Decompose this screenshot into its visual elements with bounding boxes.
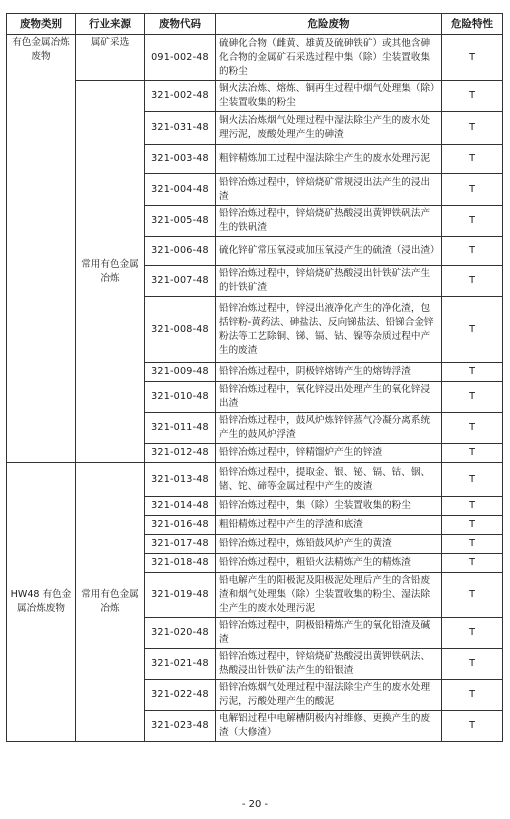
- hazard-property-cell: T: [442, 363, 503, 382]
- waste-code-cell: 321-003-48: [145, 145, 216, 174]
- waste-code-cell: 091-002-48: [145, 35, 216, 81]
- hazard-property-cell: T: [442, 444, 503, 463]
- waste-description-cell: 铅电解产生的阳极泥及阳极泥处理后产生的含铅废渣和烟气处理集（除）尘装置收集的粉尘、湿法除尘产生的废水处理污泥: [216, 573, 442, 618]
- hazard-property-cell: T: [442, 112, 503, 145]
- table-row: [7, 463, 503, 497]
- waste-code-cell: 321-013-48: [145, 463, 216, 497]
- header-waste: 危险废物: [216, 14, 442, 35]
- waste-code-cell: 321-012-48: [145, 444, 216, 463]
- hazard-property-cell: T: [442, 573, 503, 618]
- waste-code-cell: 321-020-48: [145, 618, 216, 649]
- hazard-property-cell: T: [442, 463, 503, 497]
- waste-code-cell: 321-009-48: [145, 363, 216, 382]
- header-row: [7, 14, 503, 35]
- waste-description-cell: 铅锌冶炼烟气处理过程中湿法除尘产生的废水处理污泥，污酸处理产生的酸泥: [216, 680, 442, 711]
- waste-description-cell: 粗铅精炼过程中产生的浮渣和底渣: [216, 516, 442, 535]
- waste-description-cell: 铜火法冶炼烟气处理过程中湿法除尘产生的废水处理污泥，废酸处理产生的砷渣: [216, 112, 442, 145]
- waste-code-cell: 321-016-48: [145, 516, 216, 535]
- waste-description-cell: 铅锌冶炼过程中，阴极锌熔铸产生的熔铸浮渣: [216, 363, 442, 382]
- waste-description-cell: 铜火法冶炼、熔炼、铜再生过程中烟气处理集（除）尘装置收集的粉尘: [216, 81, 442, 112]
- waste-category-cell: 有色金属冶炼废物: [7, 35, 76, 463]
- waste-code-cell: 321-017-48: [145, 535, 216, 554]
- waste-description-cell: 铅锌冶炼过程中，锌焙烧矿热酸浸出黄钾铁矾法产生的铁矾渣: [216, 206, 442, 237]
- table-row: [7, 35, 503, 81]
- waste-description-cell: 硫砷化合物（雌黄、雄黄及硫砷铁矿）或其他含砷化合物的金属矿石采选过程中集（除）尘装置收集的粉尘: [216, 35, 442, 81]
- waste-description-cell: 铅锌冶炼过程中，氧化锌浸出处理产生的氧化锌浸出渣: [216, 382, 442, 413]
- waste-code-cell: 321-031-48: [145, 112, 216, 145]
- waste-code-cell: 321-006-48: [145, 237, 216, 266]
- hazardous-waste-table: [6, 13, 503, 742]
- hazard-property-cell: T: [442, 649, 503, 680]
- header-industry: 行业来源: [76, 14, 145, 35]
- waste-code-cell: 321-010-48: [145, 382, 216, 413]
- waste-code-cell: 321-019-48: [145, 573, 216, 618]
- hazard-property-cell: T: [442, 206, 503, 237]
- hazard-property-cell: T: [442, 516, 503, 535]
- waste-description-cell: 电解铝过程中电解槽阴极内衬维修、更换产生的废渣（大修渣）: [216, 711, 442, 742]
- waste-code-cell: 321-021-48: [145, 649, 216, 680]
- hazard-property-cell: T: [442, 35, 503, 81]
- industry-source-cell: 属矿采选: [76, 35, 145, 81]
- waste-description-cell: 硫化锌矿常压氧浸或加压氧浸产生的硫渣（浸出渣）: [216, 237, 442, 266]
- waste-code-cell: 321-008-48: [145, 297, 216, 363]
- hazard-property-cell: T: [442, 554, 503, 573]
- table-body: [7, 35, 503, 742]
- waste-code-cell: 321-007-48: [145, 266, 216, 297]
- waste-description-cell: 铅锌冶炼过程中，锌焙烧矿常规浸出法产生的浸出渣: [216, 174, 442, 206]
- hazard-property-cell: T: [442, 382, 503, 413]
- hazard-property-cell: T: [442, 680, 503, 711]
- waste-code-cell: 321-014-48: [145, 497, 216, 516]
- waste-code-cell: 321-023-48: [145, 711, 216, 742]
- page-number: - 20 -: [241, 799, 269, 810]
- waste-description-cell: 铅锌冶炼过程中，粗铅火法精炼产生的精炼渣: [216, 554, 442, 573]
- header-code: 废物代码: [145, 14, 216, 35]
- waste-code-cell: 321-018-48: [145, 554, 216, 573]
- waste-description-cell: 铅锌冶炼过程中，锌焙烧矿热酸浸出针铁矿法产生的针铁矿渣: [216, 266, 442, 297]
- hazard-property-cell: T: [442, 497, 503, 516]
- industry-source-cell: 常用有色金属冶炼: [76, 81, 145, 463]
- waste-description-cell: 铅锌冶炼过程中，锌精馏炉产生的锌渣: [216, 444, 442, 463]
- waste-description-cell: 铅锌冶炼过程中，炼铅鼓风炉产生的黄渣: [216, 535, 442, 554]
- waste-description-cell: 铅锌冶炼过程中，提取金、银、铋、镉、钴、铟、锗、铊、碲等金属过程中产生的废渣: [216, 463, 442, 497]
- header-hazard: 危险特性: [442, 14, 503, 35]
- waste-code-cell: 321-002-48: [145, 81, 216, 112]
- hazard-property-cell: T: [442, 266, 503, 297]
- waste-description-cell: 铅锌冶炼过程中，阴极铅精炼产生的氧化铅渣及碱渣: [216, 618, 442, 649]
- waste-description-cell: 粗锌精炼加工过程中湿法除尘产生的废水处理污泥: [216, 145, 442, 174]
- hazard-property-cell: T: [442, 297, 503, 363]
- waste-description-cell: 铅锌冶炼过程中，锌焙烧矿热酸浸出黄钾铁矾法、热酸浸出针铁矿法产生的铅银渣: [216, 649, 442, 680]
- hazard-property-cell: T: [442, 618, 503, 649]
- hazard-property-cell: T: [442, 535, 503, 554]
- waste-description-cell: 铅锌冶炼过程中，鼓风炉炼锌锌蒸气冷凝分离系统产生的鼓风炉浮渣: [216, 413, 442, 444]
- hazard-property-cell: T: [442, 413, 503, 444]
- waste-code-cell: 321-022-48: [145, 680, 216, 711]
- hazard-property-cell: T: [442, 81, 503, 112]
- hazard-property-cell: T: [442, 145, 503, 174]
- waste-code-cell: 321-005-48: [145, 206, 216, 237]
- table-row: [7, 81, 503, 112]
- hazard-property-cell: T: [442, 237, 503, 266]
- waste-code-cell: 321-004-48: [145, 174, 216, 206]
- waste-code-cell: 321-011-48: [145, 413, 216, 444]
- industry-source-cell: 常用有色金属冶炼: [76, 463, 145, 742]
- waste-description-cell: 铅锌冶炼过程中，锌浸出液净化产生的净化渣，包括锌粉-黄药法、砷盐法、反向锑盐法、铅锑合金锌粉法等工艺除铜、锑、镉、钴、镍等杂质过程中产生的废渣: [216, 297, 442, 363]
- hazard-property-cell: T: [442, 711, 503, 742]
- hazard-property-cell: T: [442, 174, 503, 206]
- header-category: 废物类别: [7, 14, 76, 35]
- waste-description-cell: 铅锌冶炼过程中，集（除）尘装置收集的粉尘: [216, 497, 442, 516]
- waste-category-cell: HW48 有色金属冶炼废物: [7, 463, 76, 742]
